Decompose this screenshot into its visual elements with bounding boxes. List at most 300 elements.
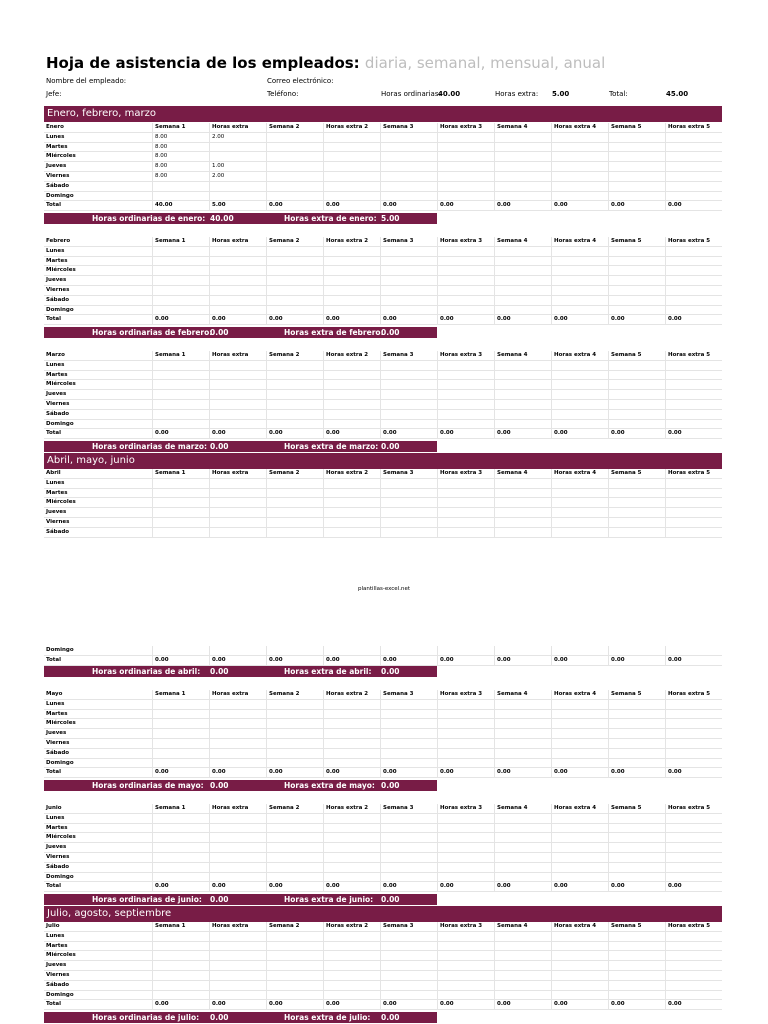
hours-cell[interactable] [665,296,722,305]
hours-cell[interactable] [551,400,608,409]
hours-cell[interactable] [437,518,494,527]
hours-cell[interactable] [608,961,665,970]
hours-cell[interactable] [209,518,266,527]
hours-cell[interactable] [608,646,665,655]
hours-cell[interactable] [266,710,323,719]
hours-cell[interactable] [665,498,722,507]
hours-cell[interactable] [152,873,209,882]
hours-cell[interactable]: 2.00 [209,172,266,181]
hours-cell[interactable] [437,143,494,152]
hours-cell[interactable] [266,942,323,951]
hours-cell[interactable] [494,710,551,719]
hours-cell[interactable] [494,162,551,171]
hours-cell[interactable] [323,489,380,498]
hours-cell[interactable] [266,719,323,728]
hours-cell[interactable] [494,646,551,655]
hours-cell[interactable] [665,286,722,295]
hours-cell[interactable] [266,162,323,171]
hours-cell[interactable] [494,528,551,537]
hours-cell[interactable] [266,479,323,488]
hours-cell[interactable] [152,749,209,758]
hours-cell[interactable] [665,700,722,709]
hours-cell[interactable] [323,361,380,370]
hours-cell[interactable] [608,528,665,537]
hours-cell[interactable] [494,843,551,852]
hours-cell[interactable] [608,951,665,960]
hours-cell[interactable] [323,528,380,537]
hours-cell[interactable] [608,380,665,389]
hours-cell[interactable] [608,932,665,941]
hours-cell[interactable] [152,498,209,507]
hours-cell[interactable] [551,361,608,370]
hours-cell[interactable] [380,951,437,960]
hours-cell[interactable] [608,863,665,872]
hours-cell[interactable] [665,729,722,738]
hours-cell[interactable] [665,528,722,537]
hours-cell[interactable] [266,172,323,181]
hours-cell[interactable] [437,371,494,380]
hours-cell[interactable] [665,143,722,152]
hours-cell[interactable]: 8.00 [152,172,209,181]
hours-cell[interactable] [551,873,608,882]
hours-cell[interactable] [437,971,494,980]
hours-cell[interactable] [437,257,494,266]
hours-cell[interactable] [437,276,494,285]
hours-cell[interactable] [209,266,266,275]
hours-cell[interactable] [152,759,209,768]
hours-cell[interactable] [209,420,266,429]
hours-cell[interactable] [494,361,551,370]
hours-cell[interactable] [494,971,551,980]
hours-cell[interactable] [323,991,380,1000]
hours-cell[interactable] [494,508,551,517]
hours-cell[interactable] [551,152,608,161]
hours-cell[interactable] [551,489,608,498]
hours-cell[interactable] [323,420,380,429]
hours-cell[interactable] [266,863,323,872]
hours-cell[interactable] [380,410,437,419]
hours-cell[interactable] [323,932,380,941]
hours-cell[interactable] [551,247,608,256]
hours-cell[interactable] [380,873,437,882]
hours-cell[interactable] [266,306,323,315]
hours-cell[interactable] [266,961,323,970]
hours-cell[interactable] [152,192,209,201]
hours-cell[interactable] [494,306,551,315]
hours-cell[interactable] [437,266,494,275]
hours-cell[interactable] [437,833,494,842]
hours-cell[interactable] [380,991,437,1000]
hours-cell[interactable] [323,710,380,719]
hours-cell[interactable] [209,361,266,370]
hours-cell[interactable] [551,729,608,738]
hours-cell[interactable] [209,296,266,305]
hours-cell[interactable] [266,286,323,295]
hours-cell[interactable] [437,824,494,833]
hours-cell[interactable] [551,266,608,275]
hours-cell[interactable] [494,192,551,201]
hours-cell[interactable] [209,192,266,201]
hours-cell[interactable] [152,479,209,488]
hours-cell[interactable] [323,172,380,181]
hours-cell[interactable] [437,951,494,960]
hours-cell[interactable] [494,759,551,768]
hours-cell[interactable] [152,951,209,960]
hours-cell[interactable] [437,932,494,941]
hours-cell[interactable] [551,971,608,980]
hours-cell[interactable] [266,729,323,738]
hours-cell[interactable] [323,961,380,970]
hours-cell[interactable] [551,824,608,833]
hours-cell[interactable] [380,371,437,380]
hours-cell[interactable] [323,863,380,872]
hours-cell[interactable] [266,700,323,709]
hours-cell[interactable] [152,528,209,537]
hours-cell[interactable] [152,361,209,370]
hours-cell[interactable] [152,410,209,419]
hours-cell[interactable] [437,961,494,970]
hours-cell[interactable] [608,182,665,191]
hours-cell[interactable] [209,646,266,655]
hours-cell[interactable] [608,843,665,852]
hours-cell[interactable] [266,361,323,370]
hours-cell[interactable] [209,873,266,882]
hours-cell[interactable] [152,247,209,256]
hours-cell[interactable] [266,296,323,305]
hours-cell[interactable] [266,951,323,960]
hours-cell[interactable] [494,266,551,275]
hours-cell[interactable] [665,152,722,161]
hours-cell[interactable] [323,646,380,655]
hours-cell[interactable] [209,833,266,842]
hours-cell[interactable] [665,489,722,498]
hours-cell[interactable] [437,152,494,161]
hours-cell[interactable] [323,182,380,191]
hours-cell[interactable] [380,276,437,285]
hours-cell[interactable] [266,152,323,161]
hours-cell[interactable] [494,814,551,823]
hours-cell[interactable] [266,257,323,266]
hours-cell[interactable] [380,833,437,842]
hours-cell[interactable] [494,824,551,833]
hours-cell[interactable] [551,371,608,380]
hours-cell[interactable] [551,192,608,201]
hours-cell[interactable] [551,646,608,655]
hours-cell[interactable] [323,729,380,738]
hours-cell[interactable] [152,700,209,709]
hours-cell[interactable] [209,152,266,161]
hours-cell[interactable] [665,390,722,399]
hours-cell[interactable] [323,873,380,882]
hours-cell[interactable] [209,853,266,862]
hours-cell[interactable] [494,489,551,498]
hours-cell[interactable] [437,400,494,409]
hours-cell[interactable] [209,410,266,419]
hours-cell[interactable] [551,498,608,507]
hours-cell[interactable] [266,932,323,941]
hours-cell[interactable] [266,276,323,285]
hours-cell[interactable] [152,518,209,527]
hours-cell[interactable] [209,729,266,738]
hours-cell[interactable] [209,371,266,380]
hours-cell[interactable] [437,873,494,882]
hours-cell[interactable] [380,257,437,266]
hours-cell[interactable] [380,528,437,537]
hours-cell[interactable] [437,843,494,852]
hours-cell[interactable] [209,971,266,980]
hours-cell[interactable] [551,700,608,709]
hours-cell[interactable] [608,814,665,823]
hours-cell[interactable] [323,380,380,389]
hours-cell[interactable] [209,143,266,152]
hours-cell[interactable] [437,162,494,171]
hours-cell[interactable] [608,192,665,201]
hours-cell[interactable] [437,390,494,399]
hours-cell[interactable] [152,971,209,980]
hours-cell[interactable] [209,400,266,409]
hours-cell[interactable] [665,863,722,872]
hours-cell[interactable] [437,729,494,738]
hours-cell[interactable] [266,833,323,842]
hours-cell[interactable] [323,276,380,285]
hours-cell[interactable] [665,371,722,380]
hours-cell[interactable] [380,192,437,201]
hours-cell[interactable] [665,420,722,429]
hours-cell[interactable] [380,390,437,399]
hours-cell[interactable] [209,710,266,719]
hours-cell[interactable] [608,853,665,862]
hours-cell[interactable] [665,710,722,719]
hours-cell[interactable] [665,719,722,728]
hours-cell[interactable] [323,719,380,728]
hours-cell[interactable] [380,961,437,970]
hours-cell[interactable] [551,843,608,852]
hours-cell[interactable] [380,814,437,823]
hours-cell[interactable] [608,873,665,882]
hours-cell[interactable] [665,739,722,748]
hours-cell[interactable] [152,182,209,191]
hours-cell[interactable] [323,971,380,980]
hours-cell[interactable] [551,749,608,758]
hours-cell[interactable] [494,833,551,842]
hours-cell[interactable] [152,863,209,872]
hours-cell[interactable] [608,276,665,285]
hours-cell[interactable] [551,759,608,768]
hours-cell[interactable] [323,479,380,488]
hours-cell[interactable] [266,991,323,1000]
hours-cell[interactable] [209,498,266,507]
hours-cell[interactable] [665,266,722,275]
hours-cell[interactable] [437,182,494,191]
hours-cell[interactable] [494,182,551,191]
hours-cell[interactable] [665,981,722,990]
hours-cell[interactable] [665,853,722,862]
hours-cell[interactable] [323,498,380,507]
hours-cell[interactable] [152,814,209,823]
hours-cell[interactable] [494,942,551,951]
hours-cell[interactable] [209,276,266,285]
hours-cell[interactable] [152,942,209,951]
hours-cell[interactable] [152,296,209,305]
hours-cell[interactable] [551,991,608,1000]
hours-cell[interactable] [665,961,722,970]
hours-cell[interactable] [494,961,551,970]
hours-cell[interactable] [437,719,494,728]
hours-cell[interactable] [665,361,722,370]
hours-cell[interactable] [266,143,323,152]
hours-cell[interactable] [380,306,437,315]
hours-cell[interactable] [266,518,323,527]
hours-cell[interactable] [437,192,494,201]
hours-cell[interactable] [380,853,437,862]
hours-cell[interactable] [266,380,323,389]
hours-cell[interactable] [608,508,665,517]
hours-cell[interactable] [494,932,551,941]
hours-cell[interactable] [437,361,494,370]
hours-cell[interactable] [323,286,380,295]
hours-cell[interactable] [494,410,551,419]
hours-cell[interactable] [380,824,437,833]
hours-cell[interactable] [437,306,494,315]
hours-cell[interactable] [437,759,494,768]
hours-cell[interactable] [608,833,665,842]
hours-cell[interactable] [380,162,437,171]
hours-cell[interactable] [380,182,437,191]
hours-cell[interactable] [152,371,209,380]
hours-cell[interactable] [266,266,323,275]
hours-cell[interactable] [323,192,380,201]
hours-cell[interactable] [494,518,551,527]
hours-cell[interactable] [665,759,722,768]
hours-cell[interactable] [152,489,209,498]
hours-cell[interactable] [152,853,209,862]
hours-cell[interactable] [494,420,551,429]
hours-cell[interactable] [152,286,209,295]
hours-cell[interactable] [608,286,665,295]
hours-cell[interactable] [551,739,608,748]
hours-cell[interactable] [380,749,437,758]
hours-cell[interactable] [665,749,722,758]
hours-cell[interactable] [665,306,722,315]
hours-cell[interactable] [437,991,494,1000]
hours-cell[interactable] [437,700,494,709]
hours-cell[interactable] [380,518,437,527]
hours-cell[interactable] [494,873,551,882]
hours-cell[interactable] [152,276,209,285]
hours-cell[interactable] [152,266,209,275]
hours-cell[interactable] [608,498,665,507]
hours-cell[interactable] [380,400,437,409]
hours-cell[interactable] [437,646,494,655]
hours-cell[interactable] [152,991,209,1000]
hours-cell[interactable] [665,247,722,256]
hours-cell[interactable] [608,981,665,990]
hours-cell[interactable] [323,296,380,305]
hours-cell[interactable] [608,133,665,142]
hours-cell[interactable] [266,489,323,498]
hours-cell[interactable] [665,380,722,389]
hours-cell[interactable]: 1.00 [209,162,266,171]
hours-cell[interactable] [494,739,551,748]
hours-cell[interactable] [266,247,323,256]
hours-cell[interactable] [494,749,551,758]
hours-cell[interactable]: 8.00 [152,143,209,152]
hours-cell[interactable] [494,390,551,399]
hours-cell[interactable] [323,371,380,380]
hours-cell[interactable] [152,646,209,655]
hours-cell[interactable] [323,133,380,142]
hours-cell[interactable] [437,479,494,488]
hours-cell[interactable] [551,981,608,990]
hours-cell[interactable] [323,700,380,709]
hours-cell[interactable] [152,833,209,842]
hours-cell[interactable] [665,518,722,527]
hours-cell[interactable] [380,700,437,709]
hours-cell[interactable] [494,853,551,862]
hours-cell[interactable] [608,410,665,419]
hours-cell[interactable]: 8.00 [152,152,209,161]
hours-cell[interactable] [551,833,608,842]
hours-cell[interactable] [380,942,437,951]
hours-cell[interactable] [608,749,665,758]
hours-cell[interactable] [380,739,437,748]
hours-cell[interactable] [266,390,323,399]
hours-cell[interactable] [380,286,437,295]
hours-cell[interactable] [323,843,380,852]
hours-cell[interactable] [551,719,608,728]
hours-cell[interactable] [608,296,665,305]
hours-cell[interactable] [323,518,380,527]
hours-cell[interactable] [494,296,551,305]
hours-cell[interactable] [551,814,608,823]
hours-cell[interactable] [665,942,722,951]
hours-cell[interactable] [380,152,437,161]
hours-cell[interactable] [152,390,209,399]
hours-cell[interactable] [665,276,722,285]
hours-cell[interactable] [608,143,665,152]
hours-cell[interactable] [551,172,608,181]
hours-cell[interactable] [437,749,494,758]
hours-cell[interactable] [152,380,209,389]
hours-cell[interactable] [437,489,494,498]
hours-cell[interactable] [323,951,380,960]
hours-cell[interactable] [152,257,209,266]
hours-cell[interactable] [494,719,551,728]
hours-cell[interactable] [380,729,437,738]
hours-cell[interactable] [665,833,722,842]
hours-cell[interactable] [209,749,266,758]
hours-cell[interactable] [494,276,551,285]
hours-cell[interactable] [437,286,494,295]
hours-cell[interactable] [380,172,437,181]
hours-cell[interactable] [266,133,323,142]
hours-cell[interactable] [323,981,380,990]
hours-cell[interactable] [608,361,665,370]
hours-cell[interactable] [209,824,266,833]
hours-cell[interactable] [494,133,551,142]
hours-cell[interactable] [608,700,665,709]
hours-cell[interactable] [551,932,608,941]
hours-cell[interactable] [551,410,608,419]
hours-cell[interactable] [380,361,437,370]
hours-cell[interactable] [551,162,608,171]
hours-cell[interactable] [266,420,323,429]
hours-cell[interactable] [494,172,551,181]
hours-cell[interactable] [608,719,665,728]
hours-cell[interactable] [380,489,437,498]
hours-cell[interactable] [266,814,323,823]
hours-cell[interactable] [266,498,323,507]
